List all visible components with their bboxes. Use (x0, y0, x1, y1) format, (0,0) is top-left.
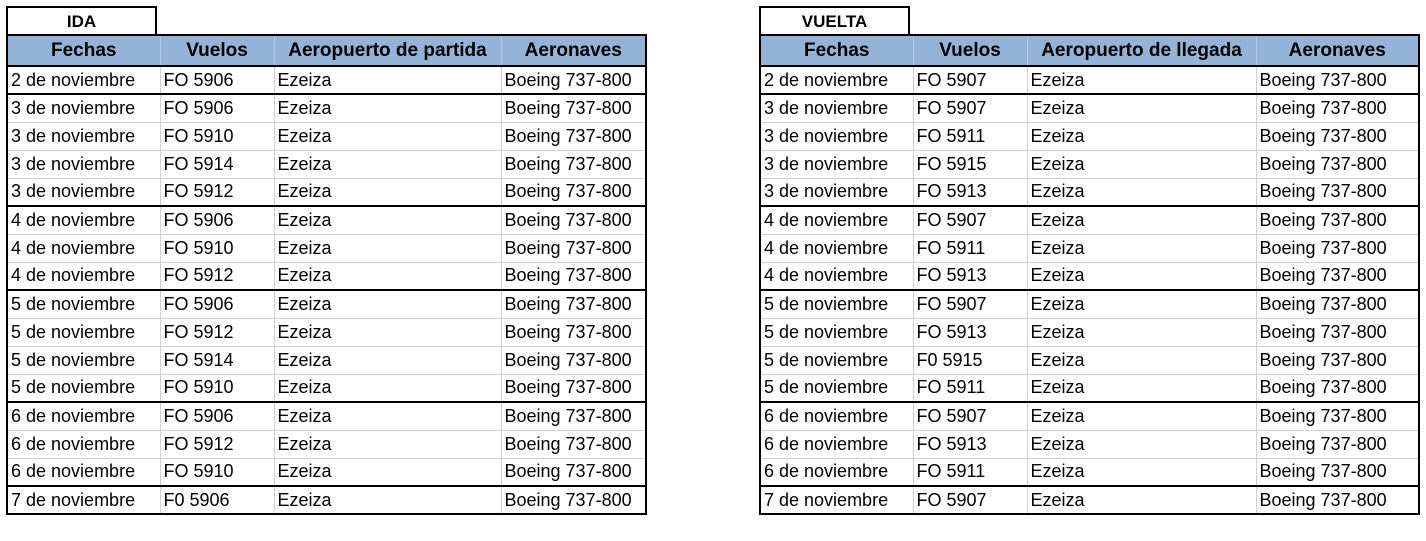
vuelo-cell: FO 5907 (913, 94, 1027, 122)
aeronave-cell: Boeing 737-800 (1256, 346, 1419, 374)
vuelo-cell: FO 5913 (913, 318, 1027, 346)
aeronave-cell: Boeing 737-800 (1256, 402, 1419, 430)
aeronave-cell: Boeing 737-800 (1256, 486, 1419, 514)
fecha-cell: 7 de noviembre (760, 486, 913, 514)
fecha-cell: 6 de noviembre (7, 430, 160, 458)
aeropuerto-cell: Ezeiza (1027, 374, 1256, 402)
fecha-cell: 7 de noviembre (7, 486, 160, 514)
fecha-cell: 3 de noviembre (7, 122, 160, 150)
aeronave-cell: Boeing 737-800 (1256, 318, 1419, 346)
table-row (7, 262, 646, 290)
table-row (7, 346, 646, 374)
fecha-cell: 2 de noviembre (7, 66, 160, 94)
aeropuerto-cell: Ezeiza (274, 234, 501, 262)
aeropuerto-cell: Ezeiza (1027, 94, 1256, 122)
vuelo-cell: FO 5913 (913, 430, 1027, 458)
vuelo-cell: FO 5906 (160, 402, 274, 430)
aeropuerto-cell: Ezeiza (1027, 122, 1256, 150)
aeronave-cell: Boeing 737-800 (501, 290, 646, 318)
vuelo-cell: FO 5914 (160, 150, 274, 178)
vuelo-cell: FO 5906 (160, 290, 274, 318)
vuelta-section (759, 6, 1420, 515)
ida-table-body (7, 66, 646, 514)
vuelo-cell: FO 5910 (160, 234, 274, 262)
ida-header-row (7, 35, 646, 66)
vuelo-cell: FO 5907 (913, 402, 1027, 430)
aeropuerto-cell: Ezeiza (1027, 178, 1256, 206)
aeropuerto-cell: Ezeiza (274, 430, 501, 458)
table-row (7, 66, 646, 94)
fecha-cell: 6 de noviembre (760, 402, 913, 430)
aeronave-cell: Boeing 737-800 (1256, 234, 1419, 262)
fecha-cell: 6 de noviembre (7, 458, 160, 486)
fecha-cell: 3 de noviembre (7, 94, 160, 122)
fecha-cell: 4 de noviembre (760, 234, 913, 262)
aeropuerto-cell: Ezeiza (274, 346, 501, 374)
aeropuerto-cell: Ezeiza (274, 458, 501, 486)
aeronave-cell: Boeing 737-800 (501, 458, 646, 486)
aeropuerto-cell: Ezeiza (1027, 150, 1256, 178)
aeronave-cell: Boeing 737-800 (1256, 122, 1419, 150)
aeronave-cell: Boeing 737-800 (1256, 262, 1419, 290)
fecha-cell: 2 de noviembre (760, 66, 913, 94)
aeronave-cell: Boeing 737-800 (501, 94, 646, 122)
aeronave-cell: Boeing 737-800 (501, 374, 646, 402)
aeronave-cell: Boeing 737-800 (1256, 178, 1419, 206)
table-row (7, 234, 646, 262)
fecha-cell: 4 de noviembre (7, 262, 160, 290)
fecha-cell: 4 de noviembre (7, 234, 160, 262)
table-row (760, 430, 1419, 458)
table-row (7, 178, 646, 206)
ida-label: IDA (6, 6, 157, 34)
table-row (7, 122, 646, 150)
vuelo-cell: FO 5910 (160, 458, 274, 486)
vuelo-cell: FO 5910 (160, 374, 274, 402)
vuelo-cell: FO 5912 (160, 262, 274, 290)
ida-section (6, 6, 647, 515)
fecha-cell: 3 de noviembre (7, 150, 160, 178)
aeronave-cell: Boeing 737-800 (1256, 150, 1419, 178)
aeropuerto-cell: Ezeiza (274, 318, 501, 346)
vuelo-cell: FO 5907 (913, 206, 1027, 234)
table-row (760, 318, 1419, 346)
vuelo-cell: FO 5911 (913, 234, 1027, 262)
aeronave-cell: Boeing 737-800 (1256, 374, 1419, 402)
vuelta-header-vuelos: Vuelos (913, 35, 1027, 66)
aeropuerto-cell: Ezeiza (274, 178, 501, 206)
vuelo-cell: FO 5913 (913, 178, 1027, 206)
vuelo-cell: FO 5911 (913, 374, 1027, 402)
ida-header-vuelos: Vuelos (160, 35, 274, 66)
aeropuerto-cell: Ezeiza (1027, 290, 1256, 318)
aeronave-cell: Boeing 737-800 (501, 66, 646, 94)
aeropuerto-cell: Ezeiza (1027, 402, 1256, 430)
vuelo-cell: FO 5906 (160, 66, 274, 94)
fecha-cell: 5 de noviembre (7, 374, 160, 402)
vuelta-flights-table (759, 34, 1420, 515)
ida-header-fechas: Fechas (7, 35, 160, 66)
table-row (7, 402, 646, 430)
vuelo-cell: FO 5907 (913, 486, 1027, 514)
fecha-cell: 5 de noviembre (760, 346, 913, 374)
table-row (760, 234, 1419, 262)
table-row (7, 318, 646, 346)
table-row (760, 262, 1419, 290)
fecha-cell: 3 de noviembre (760, 94, 913, 122)
aeronave-cell: Boeing 737-800 (1256, 94, 1419, 122)
table-row (7, 430, 646, 458)
aeronave-cell: Boeing 737-800 (501, 178, 646, 206)
aeropuerto-cell: Ezeiza (1027, 346, 1256, 374)
aeronave-cell: Boeing 737-800 (501, 486, 646, 514)
fecha-cell: 5 de noviembre (7, 290, 160, 318)
table-row (760, 346, 1419, 374)
aeronave-cell: Boeing 737-800 (501, 318, 646, 346)
aeropuerto-cell: Ezeiza (274, 402, 501, 430)
aeronave-cell: Boeing 737-800 (1256, 430, 1419, 458)
vuelta-header-fechas: Fechas (760, 35, 913, 66)
vuelo-cell: FO 5915 (913, 150, 1027, 178)
ida-header-aeronaves: Aeronaves (501, 35, 646, 66)
aeropuerto-cell: Ezeiza (274, 66, 501, 94)
fecha-cell: 4 de noviembre (760, 262, 913, 290)
table-row (7, 458, 646, 486)
aeronave-cell: Boeing 737-800 (1256, 206, 1419, 234)
aeropuerto-cell: Ezeiza (1027, 234, 1256, 262)
fecha-cell: 5 de noviembre (760, 290, 913, 318)
table-row (7, 94, 646, 122)
aeronave-cell: Boeing 737-800 (501, 262, 646, 290)
fecha-cell: 3 de noviembre (760, 150, 913, 178)
fecha-cell: 6 de noviembre (7, 402, 160, 430)
vuelo-cell: FO 5912 (160, 430, 274, 458)
vuelo-cell: FO 5906 (160, 206, 274, 234)
ida-header-aeropuerto: Aeropuerto de partida (274, 35, 501, 66)
table-row (760, 402, 1419, 430)
vuelta-header-aeropuerto: Aeropuerto de llegada (1027, 35, 1256, 66)
fecha-cell: 4 de noviembre (760, 206, 913, 234)
ida-flights-table (6, 34, 647, 515)
vuelo-cell: FO 5912 (160, 178, 274, 206)
aeropuerto-cell: Ezeiza (274, 290, 501, 318)
aeropuerto-cell: Ezeiza (1027, 458, 1256, 486)
aeropuerto-cell: Ezeiza (1027, 430, 1256, 458)
aeronave-cell: Boeing 737-800 (501, 430, 646, 458)
table-row (760, 122, 1419, 150)
aeropuerto-cell: Ezeiza (274, 262, 501, 290)
table-row (760, 290, 1419, 318)
aeropuerto-cell: Ezeiza (274, 206, 501, 234)
table-row (760, 206, 1419, 234)
aeronave-cell: Boeing 737-800 (1256, 290, 1419, 318)
table-row (7, 206, 646, 234)
fecha-cell: 3 de noviembre (7, 178, 160, 206)
aeropuerto-cell: Ezeiza (274, 374, 501, 402)
table-row (7, 486, 646, 514)
vuelo-cell: FO 5907 (913, 290, 1027, 318)
fecha-cell: 3 de noviembre (760, 122, 913, 150)
table-row (760, 94, 1419, 122)
aeronave-cell: Boeing 737-800 (501, 402, 646, 430)
table-row (760, 458, 1419, 486)
aeronave-cell: Boeing 737-800 (501, 346, 646, 374)
vuelo-cell: FO 5914 (160, 346, 274, 374)
table-row (7, 374, 646, 402)
table-row (760, 178, 1419, 206)
aeropuerto-cell: Ezeiza (1027, 486, 1256, 514)
table-row (760, 374, 1419, 402)
aeropuerto-cell: Ezeiza (1027, 262, 1256, 290)
aeronave-cell: Boeing 737-800 (1256, 66, 1419, 94)
vuelo-cell: FO 5910 (160, 122, 274, 150)
vuelo-cell: FO 5911 (913, 458, 1027, 486)
vuelta-header-aeronaves: Aeronaves (1256, 35, 1419, 66)
table-row (7, 290, 646, 318)
vuelta-header-row (760, 35, 1419, 66)
aeropuerto-cell: Ezeiza (274, 122, 501, 150)
aeropuerto-cell: Ezeiza (274, 486, 501, 514)
vuelo-cell: FO 5913 (913, 262, 1027, 290)
table-row (7, 150, 646, 178)
table-row (760, 66, 1419, 94)
vuelo-cell: F0 5906 (160, 486, 274, 514)
vuelta-label: VUELTA (759, 6, 910, 34)
vuelo-cell: FO 5907 (913, 66, 1027, 94)
table-row (760, 486, 1419, 514)
fecha-cell: 5 de noviembre (7, 318, 160, 346)
aeropuerto-cell: Ezeiza (274, 150, 501, 178)
fecha-cell: 3 de noviembre (760, 178, 913, 206)
aeropuerto-cell: Ezeiza (1027, 206, 1256, 234)
fecha-cell: 5 de noviembre (760, 318, 913, 346)
aeronave-cell: Boeing 737-800 (501, 150, 646, 178)
fecha-cell: 4 de noviembre (7, 206, 160, 234)
vuelo-cell: FO 5912 (160, 318, 274, 346)
aeronave-cell: Boeing 737-800 (501, 234, 646, 262)
fecha-cell: 5 de noviembre (760, 374, 913, 402)
fecha-cell: 6 de noviembre (760, 430, 913, 458)
aeropuerto-cell: Ezeiza (274, 94, 501, 122)
fecha-cell: 5 de noviembre (7, 346, 160, 374)
fecha-cell: 6 de noviembre (760, 458, 913, 486)
aeronave-cell: Boeing 737-800 (501, 206, 646, 234)
vuelo-cell: F0 5915 (913, 346, 1027, 374)
vuelta-table-body (760, 66, 1419, 514)
aeronave-cell: Boeing 737-800 (1256, 458, 1419, 486)
aeropuerto-cell: Ezeiza (1027, 318, 1256, 346)
aeronave-cell: Boeing 737-800 (501, 122, 646, 150)
aeropuerto-cell: Ezeiza (1027, 66, 1256, 94)
table-row (760, 150, 1419, 178)
vuelo-cell: FO 5911 (913, 122, 1027, 150)
vuelo-cell: FO 5906 (160, 94, 274, 122)
